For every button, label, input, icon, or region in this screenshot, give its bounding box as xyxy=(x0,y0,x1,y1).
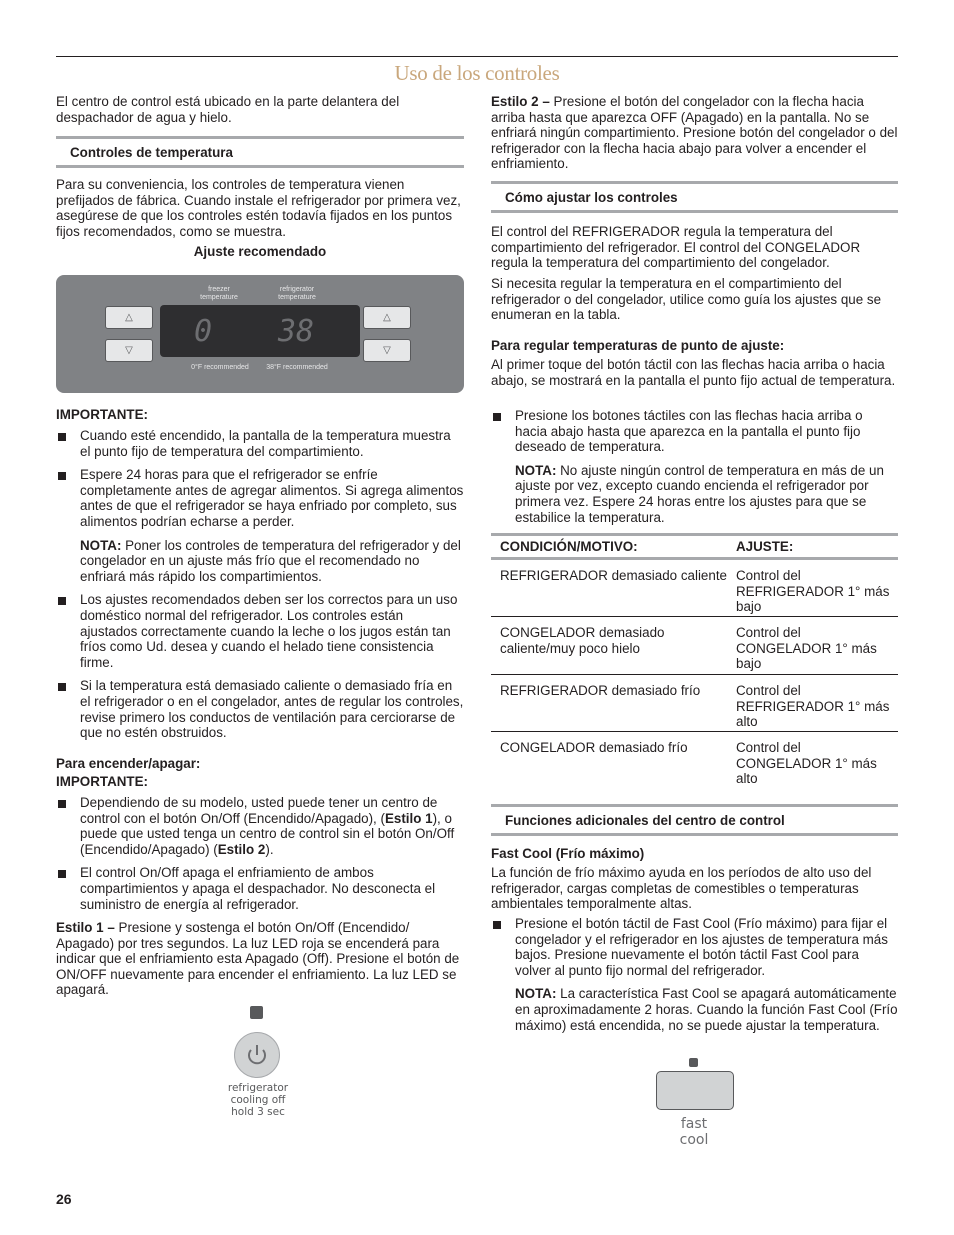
style1-paragraph xyxy=(56,920,464,998)
nota-label: NOTA: xyxy=(515,462,557,478)
style1-label: Estilo 1 – xyxy=(56,920,115,935)
freezer-recommended-label: 0°F recommended xyxy=(191,364,249,371)
temp-controls-paragraph: Para su conveniencia, los controles de temperatura vienen prefijados de fábrica. Cuando instale el refrigerador por primera vez, asegúrese de que los controles estén todavía fijados en los puntos fijos recomendados, como se muestra. xyxy=(56,177,461,239)
temperature-control-panel xyxy=(56,275,464,393)
adjustment-table xyxy=(491,533,898,790)
list-item: Dependiendo de su modelo, usted puede tener un centro de control con el botón On/Off (Encendido/Apagado), (Estilo 1), o puede que usted tenga un centro de control sin el botón On/Off (Encendido/Apagado) (Estilo 2). xyxy=(56,795,464,857)
temp-controls-heading: Controles de temperatura xyxy=(56,136,464,168)
style1-text: Presione y sostenga el botón On/Off (Encendido/ Apagado) por tres segundos. La luz LED roja se encenderá para indicar que el enfriamiento esta Apagado (Off). Presione el botón de ON/OFF nuevamente para encender el enfriamiento. La luz LED se apagará. xyxy=(56,920,460,998)
power-button[interactable] xyxy=(234,1032,280,1078)
led-indicator xyxy=(689,1058,698,1067)
table-row: REFRIGERADOR demasiado caliente Control del REFRIGERADOR 1° más bajo xyxy=(491,560,898,617)
style2-label: Estilo 2 – xyxy=(491,94,550,109)
nota-text: Poner los controles de temperatura del refrigerador y del congelador en un ajuste más frío que el recomendado no enfriará más rápido los compartimientos. xyxy=(80,537,461,584)
fridge-down-button[interactable] xyxy=(363,339,411,362)
adjust-paragraph-1: El control del REFRIGERADOR regula la temperatura del compartimiento del refrigerador. El control del CONGELADOR regula la temperatura del compartimiento del congelador. xyxy=(491,224,861,271)
list-item: Presione los botones táctiles con las flechas hacia arriba o hacia abajo hasta que aparezca en la pantalla el punto fijo deseado de temperatura. xyxy=(491,408,898,455)
freezer-temp-value: 0 xyxy=(194,314,213,349)
down-arrow-icon: ▽ xyxy=(383,345,391,356)
page-number: 26 xyxy=(56,1191,72,1207)
fridge-up-button[interactable] xyxy=(363,306,411,329)
temperature-display xyxy=(160,305,360,357)
setpoint-heading: Para regular temperaturas de punto de ajuste: xyxy=(491,338,785,353)
recommended-label: Ajuste recomendado xyxy=(193,244,327,259)
adjust-paragraph-2: Si necesita regular la temperatura en el compartimiento del refrigerador o del congelador, utilice como guía los ajustes que se enumeran en la tabla. xyxy=(491,276,882,323)
important-label-2: IMPORTANTE: xyxy=(56,774,148,789)
fast-cool-caption: fast cool xyxy=(679,1116,709,1148)
table-row: REFRIGERADOR demasiado frío Control del REFRIGERADOR 1° más alto xyxy=(491,675,898,732)
table-header-condition: CONDICIÓN/MOTIVO: xyxy=(500,539,638,554)
freezer-down-button[interactable] xyxy=(105,339,153,362)
nota-label: NOTA: xyxy=(515,986,557,1002)
fastcool-list xyxy=(491,916,898,1033)
important-list xyxy=(56,428,464,741)
nota-paragraph xyxy=(491,986,898,1033)
list-item: Si la temperatura está demasiado caliente o demasiado fría en el refrigerador o en el congelador, antes de regular los controles, revise primero los conductos de ventilación para cerciorarse de que no estén obstruidos. xyxy=(56,678,464,740)
adjust-controls-heading: Cómo ajustar los controles xyxy=(491,181,898,213)
fridge-recommended-label: 38°F recommended xyxy=(266,364,328,371)
freezer-up-button[interactable] xyxy=(105,306,153,329)
page-title: Uso de los controles xyxy=(394,61,560,85)
table-row: CONGELADOR demasiado caliente/muy poco hielo Control del CONGELADOR 1° más bajo xyxy=(491,617,898,675)
list-item: El control On/Off apaga el enfriamiento de ambos compartimientos y apaga el despachador. No desconecta el suministro de energía al refrigerador. xyxy=(56,865,464,912)
up-arrow-icon: △ xyxy=(125,312,133,323)
fast-cool-button[interactable] xyxy=(656,1071,734,1110)
style2-paragraph xyxy=(491,94,898,172)
table-header-adjustment: AJUSTE: xyxy=(736,539,794,554)
top-rule xyxy=(56,56,898,57)
extra-functions-heading: Funciones adicionales del centro de control xyxy=(491,804,898,836)
fridge-temp-value: 38 xyxy=(278,314,315,349)
intro-paragraph: El centro de control está ubicado en la parte delantera del despachador de agua y hielo. xyxy=(56,94,400,125)
table-header-row xyxy=(491,533,898,560)
power-caption: refrigerator cooling off hold 3 sec xyxy=(227,1082,289,1118)
important-label: IMPORTANTE: xyxy=(56,407,148,422)
nota-label: NOTA: xyxy=(80,537,122,553)
led-indicator xyxy=(250,1006,263,1019)
nota-text: No ajuste ningún control de temperatura en más de un ajuste por vez, excepto cuando encienda el refrigerador por primera vez. Espere 24 horas entre los ajustes para que se estabilice la temperatura. xyxy=(515,462,884,525)
list-item: Cuando esté encendido, la pantalla de la temperatura muestra el punto fijo de temperatura del compartimiento. xyxy=(56,428,464,459)
fastcool-paragraph: La función de frío máximo ayuda en los períodos de alto uso del refrigerador, cargas completas de comestibles o temperaturas ambientales temporalmente altas. xyxy=(491,865,872,912)
list-item: Los ajustes recomendados deben ser los correctos para un uso doméstico normal del refrigerador. Los controles están ajustados correctamente cuando la leche o los jugos están tan fríos como Ud. desea y cuando el helado tiene consistencia firme. xyxy=(56,592,464,670)
fridge-temp-label: refrigerator temperature xyxy=(278,286,316,301)
power-icon xyxy=(244,1042,270,1068)
nota-paragraph xyxy=(56,538,464,585)
nota-paragraph xyxy=(491,463,898,525)
freezer-temp-label: freezer temperature xyxy=(200,286,238,301)
onoff-heading: Para encender/apagar: xyxy=(56,756,201,771)
setpoint-paragraph: Al primer toque del botón táctil con las flechas hacia arriba o hacia abajo, se mostrará en la pantalla el punto fijo actual de temperatura. xyxy=(491,357,896,388)
list-item: Espere 24 horas para que el refrigerador se enfríe completamente antes de agregar alimentos. Si agrega alimentos antes de que el refrigerador se haya enfriado por completo, sus alimentos podrían echarse a perder. xyxy=(56,467,464,529)
setpoint-list xyxy=(491,408,898,525)
down-arrow-icon: ▽ xyxy=(125,345,133,356)
up-arrow-icon: △ xyxy=(383,312,391,323)
style2-text: Presione el botón del congelador con la flecha hacia arriba hasta que aparezca OFF (Apagado) en la pantalla. No se enfriará ningún compartimiento. Presione botón del congelador o del refrigerador con la flecha hacia abajo para volver a encender el enfriamiento. xyxy=(491,94,898,172)
onoff-list xyxy=(56,795,464,912)
fastcool-heading: Fast Cool (Frío máximo) xyxy=(491,846,645,861)
nota-text: La característica Fast Cool se apagará automáticamente en aproximadamente 2 horas. Cuando la función Fast Cool (Frío máximo) está encendida, no se puede ajustar la temperatura. xyxy=(515,986,898,1033)
list-item: Presione el botón táctil de Fast Cool (Frío máximo) para fijar el congelador y el refrigerador en los ajustes de temperatura más bajos. Presione nuevamente el botón táctil Fast Cool para volver al punto fijo normal del refrigerador. xyxy=(491,916,898,978)
table-row: CONGELADOR demasiado frío Control del CONGELADOR 1° más alto xyxy=(500,740,877,787)
